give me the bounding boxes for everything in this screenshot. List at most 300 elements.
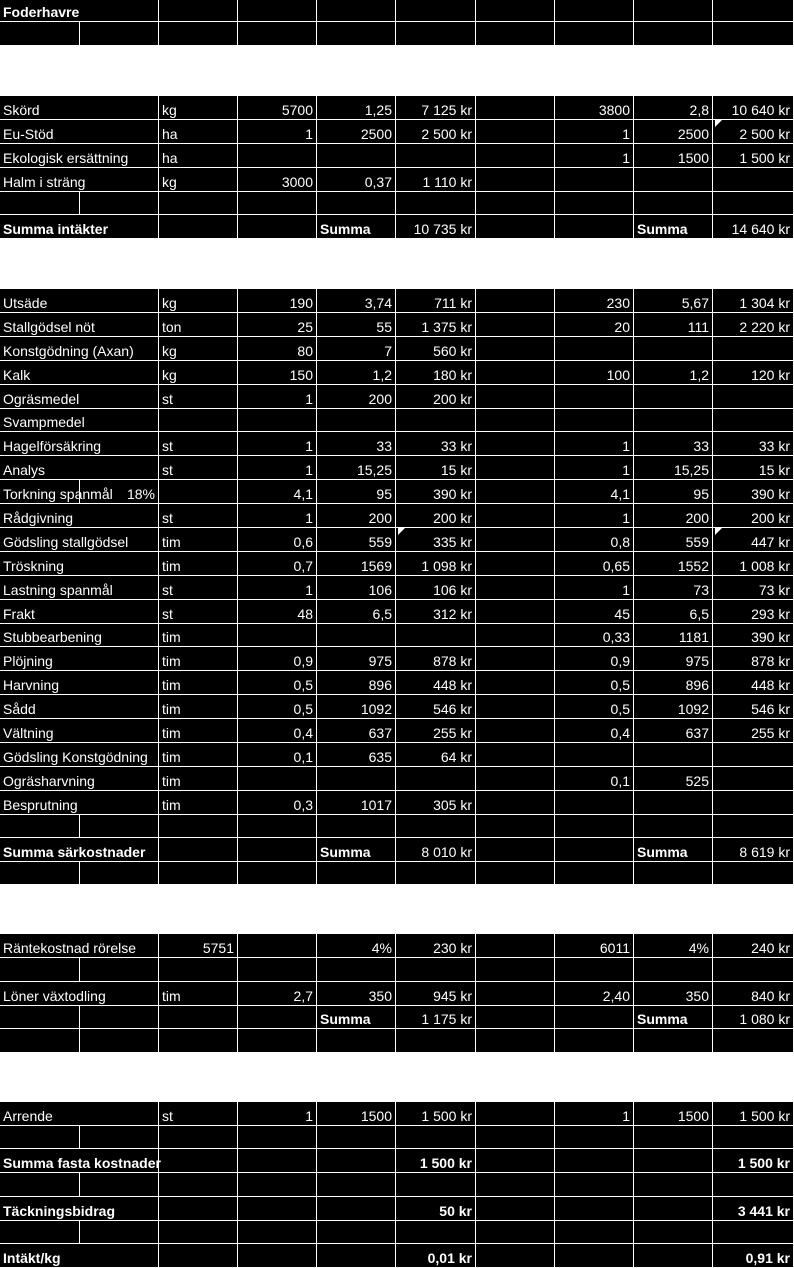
table-cell[interactable] <box>476 1149 555 1172</box>
table-cell[interactable] <box>476 409 555 431</box>
table-cell[interactable] <box>555 671 634 694</box>
table-cell[interactable] <box>555 695 634 718</box>
table-cell[interactable] <box>396 1029 476 1052</box>
table-cell[interactable] <box>634 504 713 527</box>
table-cell[interactable] <box>396 934 476 957</box>
table-cell[interactable] <box>476 791 555 814</box>
table-cell[interactable] <box>555 1006 634 1028</box>
table-cell[interactable] <box>476 337 555 360</box>
table-cell[interactable] <box>159 215 238 238</box>
table-cell[interactable] <box>713 552 794 575</box>
table-cell[interactable] <box>555 1173 634 1196</box>
table-cell[interactable] <box>238 791 317 814</box>
table-cell[interactable] <box>476 528 555 551</box>
table-cell[interactable] <box>396 1006 476 1028</box>
table-cell[interactable] <box>713 215 794 238</box>
table-cell[interactable] <box>396 791 476 814</box>
table-cell[interactable] <box>713 671 794 694</box>
table-cell[interactable] <box>0 1197 116 1220</box>
table-cell[interactable] <box>555 600 634 623</box>
table-cell[interactable] <box>634 409 713 431</box>
table-cell[interactable] <box>0 743 159 766</box>
table-cell[interactable] <box>634 743 713 766</box>
table-cell[interactable] <box>396 600 476 623</box>
table-cell[interactable] <box>713 647 794 670</box>
table-cell[interactable] <box>317 695 396 718</box>
table-cell[interactable] <box>713 120 794 143</box>
table-cell[interactable] <box>0 1006 80 1028</box>
table-cell[interactable] <box>555 456 634 479</box>
table-cell[interactable] <box>555 624 634 646</box>
table-cell[interactable] <box>713 862 794 884</box>
table-cell[interactable] <box>317 192 396 214</box>
table-cell[interactable] <box>396 120 476 143</box>
table-cell[interactable] <box>713 743 794 766</box>
table-cell[interactable] <box>80 1102 159 1125</box>
table-cell[interactable] <box>634 1244 713 1267</box>
table-cell[interactable] <box>476 552 555 575</box>
table-cell[interactable] <box>238 671 317 694</box>
table-cell[interactable] <box>713 767 794 790</box>
table-cell[interactable] <box>317 1149 396 1172</box>
table-cell[interactable] <box>396 22 476 45</box>
table-cell[interactable] <box>396 767 476 790</box>
table-cell[interactable] <box>159 552 238 575</box>
table-cell[interactable] <box>317 168 396 191</box>
table-cell[interactable] <box>317 1244 396 1267</box>
table-cell[interactable] <box>634 432 713 455</box>
table-cell[interactable] <box>159 934 238 957</box>
table-cell[interactable] <box>555 385 634 408</box>
table-cell[interactable] <box>713 168 794 191</box>
table-cell[interactable] <box>476 215 555 238</box>
table-cell[interactable] <box>396 1126 476 1148</box>
table-cell[interactable] <box>159 22 238 45</box>
table-cell[interactable] <box>634 120 713 143</box>
table-cell[interactable] <box>713 1244 794 1267</box>
table-cell[interactable] <box>80 361 159 384</box>
table-cell[interactable] <box>476 361 555 384</box>
table-cell[interactable] <box>238 862 317 884</box>
table-cell[interactable] <box>317 838 396 861</box>
table-cell[interactable] <box>396 168 476 191</box>
table-cell[interactable] <box>713 528 794 551</box>
table-cell[interactable] <box>634 552 713 575</box>
table-cell[interactable] <box>317 576 396 599</box>
table-cell[interactable] <box>238 528 317 551</box>
table-cell[interactable] <box>713 96 794 119</box>
table-cell[interactable] <box>0 385 80 408</box>
table-cell[interactable] <box>159 600 238 623</box>
table-cell[interactable] <box>555 1149 634 1172</box>
table-cell[interactable] <box>476 1244 555 1267</box>
table-cell[interactable] <box>238 719 317 742</box>
table-cell[interactable] <box>555 862 634 884</box>
table-cell[interactable] <box>396 671 476 694</box>
table-cell[interactable] <box>238 1102 317 1125</box>
table-cell[interactable] <box>159 624 238 646</box>
table-cell[interactable] <box>159 528 238 551</box>
table-cell[interactable] <box>159 144 238 167</box>
table-cell[interactable] <box>713 958 794 981</box>
table-cell[interactable] <box>713 313 794 336</box>
table-cell[interactable] <box>713 1173 794 1196</box>
table-cell[interactable] <box>317 215 396 238</box>
table-cell[interactable] <box>159 958 238 981</box>
table-cell[interactable] <box>555 96 634 119</box>
table-cell[interactable] <box>396 838 476 861</box>
table-cell[interactable] <box>0 1173 80 1196</box>
table-cell[interactable] <box>396 96 476 119</box>
table-cell[interactable] <box>80 671 159 694</box>
table-cell[interactable] <box>317 361 396 384</box>
table-cell[interactable] <box>0 552 80 575</box>
table-cell[interactable] <box>80 1029 159 1052</box>
comment-marker-icon[interactable] <box>715 120 722 127</box>
table-cell[interactable] <box>476 120 555 143</box>
table-cell[interactable] <box>634 576 713 599</box>
table-cell[interactable] <box>0 192 80 214</box>
table-cell[interactable] <box>634 361 713 384</box>
table-cell[interactable] <box>0 1126 80 1148</box>
table-cell[interactable] <box>159 385 238 408</box>
table-cell[interactable] <box>159 671 238 694</box>
table-cell[interactable] <box>634 96 713 119</box>
table-cell[interactable] <box>159 432 238 455</box>
table-cell[interactable] <box>0 982 106 1005</box>
table-cell[interactable] <box>159 767 238 790</box>
table-cell[interactable] <box>634 862 713 884</box>
table-cell[interactable] <box>159 576 238 599</box>
table-cell[interactable] <box>238 432 317 455</box>
table-cell[interactable] <box>476 385 555 408</box>
table-cell[interactable] <box>80 456 159 479</box>
table-cell[interactable] <box>159 120 238 143</box>
table-cell[interactable] <box>80 168 159 191</box>
table-cell[interactable] <box>555 982 634 1005</box>
table-cell[interactable] <box>396 456 476 479</box>
table-cell[interactable] <box>476 1173 555 1196</box>
table-cell[interactable] <box>0 528 129 551</box>
table-cell[interactable] <box>396 337 476 360</box>
table-cell[interactable] <box>713 385 794 408</box>
table-cell[interactable] <box>80 0 159 21</box>
table-cell[interactable] <box>317 22 396 45</box>
table-cell[interactable] <box>396 409 476 431</box>
table-cell[interactable] <box>476 1006 555 1028</box>
table-cell[interactable] <box>159 480 238 503</box>
table-cell[interactable] <box>0 1244 80 1267</box>
table-cell[interactable] <box>159 168 238 191</box>
table-cell[interactable] <box>159 791 238 814</box>
table-cell[interactable] <box>396 480 476 503</box>
table-cell[interactable] <box>713 456 794 479</box>
table-cell[interactable] <box>396 144 476 167</box>
table-cell[interactable] <box>317 958 396 981</box>
table-cell[interactable] <box>396 1102 476 1125</box>
table-cell[interactable] <box>238 361 317 384</box>
table-cell[interactable] <box>80 1126 159 1148</box>
table-cell[interactable] <box>713 337 794 360</box>
table-cell[interactable] <box>0 862 80 884</box>
table-cell[interactable] <box>159 982 238 1005</box>
table-cell[interactable] <box>317 144 396 167</box>
table-cell[interactable] <box>634 982 713 1005</box>
table-cell[interactable] <box>238 815 317 837</box>
table-cell[interactable] <box>159 862 238 884</box>
table-cell[interactable] <box>634 0 713 21</box>
table-cell[interactable] <box>238 168 317 191</box>
table-cell[interactable] <box>555 647 634 670</box>
table-cell[interactable] <box>476 767 555 790</box>
table-cell[interactable] <box>159 647 238 670</box>
table-cell[interactable] <box>238 120 317 143</box>
table-cell[interactable] <box>80 695 159 718</box>
table-cell[interactable] <box>238 144 317 167</box>
table-cell[interactable] <box>476 0 555 21</box>
table-cell[interactable] <box>634 600 713 623</box>
table-cell[interactable] <box>80 289 159 312</box>
table-cell[interactable] <box>0 96 80 119</box>
table-cell[interactable] <box>555 815 634 837</box>
table-cell[interactable] <box>238 767 317 790</box>
table-cell[interactable] <box>476 862 555 884</box>
table-cell[interactable] <box>159 337 238 360</box>
table-cell[interactable] <box>238 480 317 503</box>
table-cell[interactable] <box>238 934 317 957</box>
table-cell[interactable] <box>396 576 476 599</box>
table-cell[interactable] <box>0 767 95 790</box>
table-cell[interactable] <box>634 22 713 45</box>
table-cell[interactable] <box>476 168 555 191</box>
table-cell[interactable] <box>80 719 159 742</box>
table-cell[interactable] <box>476 743 555 766</box>
table-cell[interactable] <box>555 289 634 312</box>
table-cell[interactable] <box>0 1029 80 1052</box>
table-cell[interactable] <box>0 934 159 957</box>
table-cell[interactable] <box>396 719 476 742</box>
table-cell[interactable] <box>555 552 634 575</box>
table-cell[interactable] <box>0 647 80 670</box>
table-cell[interactable] <box>238 1029 317 1052</box>
table-cell[interactable] <box>476 96 555 119</box>
table-cell[interactable] <box>713 695 794 718</box>
table-cell[interactable] <box>317 767 396 790</box>
table-cell[interactable] <box>634 958 713 981</box>
table-cell[interactable] <box>80 791 159 814</box>
table-cell[interactable] <box>555 1221 634 1243</box>
table-cell[interactable] <box>476 480 555 503</box>
table-cell[interactable] <box>317 120 396 143</box>
table-cell[interactable] <box>80 480 159 503</box>
table-cell[interactable] <box>159 456 238 479</box>
table-cell[interactable] <box>159 1149 238 1172</box>
table-cell[interactable] <box>713 1126 794 1148</box>
table-cell[interactable] <box>555 1244 634 1267</box>
table-cell[interactable] <box>555 120 634 143</box>
table-cell[interactable] <box>238 0 317 21</box>
table-cell[interactable] <box>713 576 794 599</box>
table-cell[interactable] <box>317 1221 396 1243</box>
table-cell[interactable] <box>396 647 476 670</box>
table-cell[interactable] <box>159 1029 238 1052</box>
table-cell[interactable] <box>634 647 713 670</box>
table-cell[interactable] <box>555 767 634 790</box>
table-cell[interactable] <box>317 0 396 21</box>
table-cell[interactable] <box>238 313 317 336</box>
table-cell[interactable] <box>238 838 317 861</box>
table-cell[interactable] <box>80 1244 159 1267</box>
table-cell[interactable] <box>159 1173 238 1196</box>
table-cell[interactable] <box>476 838 555 861</box>
table-cell[interactable] <box>0 624 102 646</box>
table-cell[interactable] <box>0 1149 161 1172</box>
table-cell[interactable] <box>238 385 317 408</box>
table-cell[interactable] <box>159 1244 238 1267</box>
table-cell[interactable] <box>634 1149 713 1172</box>
table-cell[interactable] <box>396 289 476 312</box>
table-cell[interactable] <box>238 695 317 718</box>
table-cell[interactable] <box>713 504 794 527</box>
table-cell[interactable] <box>396 1173 476 1196</box>
table-cell[interactable] <box>555 743 634 766</box>
table-cell[interactable] <box>555 361 634 384</box>
table-cell[interactable] <box>238 1173 317 1196</box>
table-cell[interactable] <box>396 982 476 1005</box>
table-cell[interactable] <box>476 432 555 455</box>
table-cell[interactable] <box>476 695 555 718</box>
table-cell[interactable] <box>317 480 396 503</box>
table-cell[interactable] <box>0 815 80 837</box>
table-cell[interactable] <box>476 1126 555 1148</box>
table-cell[interactable] <box>634 192 713 214</box>
table-cell[interactable] <box>238 982 317 1005</box>
table-cell[interactable] <box>713 1102 794 1125</box>
table-cell[interactable] <box>476 289 555 312</box>
table-cell[interactable] <box>317 289 396 312</box>
table-cell[interactable] <box>555 719 634 742</box>
table-cell[interactable] <box>238 958 317 981</box>
table-cell[interactable] <box>159 719 238 742</box>
table-cell[interactable] <box>634 1006 713 1028</box>
table-cell[interactable] <box>634 671 713 694</box>
table-cell[interactable] <box>634 528 713 551</box>
table-cell[interactable] <box>713 1197 794 1220</box>
table-cell[interactable] <box>634 815 713 837</box>
table-cell[interactable] <box>396 432 476 455</box>
table-cell[interactable] <box>555 409 634 431</box>
table-cell[interactable] <box>159 313 238 336</box>
table-cell[interactable] <box>713 815 794 837</box>
table-cell[interactable] <box>159 743 238 766</box>
table-cell[interactable] <box>238 504 317 527</box>
table-cell[interactable] <box>476 934 555 957</box>
table-cell[interactable] <box>713 600 794 623</box>
table-cell[interactable] <box>555 337 634 360</box>
table-cell[interactable] <box>238 192 317 214</box>
table-cell[interactable] <box>317 647 396 670</box>
table-cell[interactable] <box>634 144 713 167</box>
table-cell[interactable] <box>396 1221 476 1243</box>
table-cell[interactable] <box>634 289 713 312</box>
table-cell[interactable] <box>80 1006 159 1028</box>
table-cell[interactable] <box>0 409 85 431</box>
table-cell[interactable] <box>476 671 555 694</box>
table-cell[interactable] <box>476 456 555 479</box>
table-cell[interactable] <box>159 1006 238 1028</box>
table-cell[interactable] <box>0 719 80 742</box>
table-cell[interactable] <box>238 1126 317 1148</box>
table-cell[interactable] <box>317 528 396 551</box>
table-cell[interactable] <box>476 600 555 623</box>
table-cell[interactable] <box>80 504 159 527</box>
table-cell[interactable] <box>238 1149 317 1172</box>
table-cell[interactable] <box>396 695 476 718</box>
table-cell[interactable] <box>476 22 555 45</box>
table-cell[interactable] <box>713 480 794 503</box>
table-cell[interactable] <box>713 838 794 861</box>
table-cell[interactable] <box>317 313 396 336</box>
table-cell[interactable] <box>238 600 317 623</box>
table-cell[interactable] <box>159 695 238 718</box>
table-cell[interactable] <box>159 815 238 837</box>
table-cell[interactable] <box>555 504 634 527</box>
table-cell[interactable] <box>317 934 396 957</box>
table-cell[interactable] <box>0 480 113 503</box>
table-cell[interactable] <box>396 385 476 408</box>
table-cell[interactable] <box>555 1029 634 1052</box>
table-cell[interactable] <box>317 409 396 431</box>
table-cell[interactable] <box>634 1197 713 1220</box>
table-cell[interactable] <box>159 1126 238 1148</box>
table-cell[interactable] <box>476 144 555 167</box>
table-cell[interactable] <box>713 22 794 45</box>
table-cell[interactable] <box>634 838 713 861</box>
table-cell[interactable] <box>555 480 634 503</box>
table-cell[interactable] <box>0 1221 80 1243</box>
table-cell[interactable] <box>396 1149 476 1172</box>
table-cell[interactable] <box>555 1102 634 1125</box>
table-cell[interactable] <box>317 791 396 814</box>
table-cell[interactable] <box>713 1149 794 1172</box>
table-cell[interactable] <box>396 958 476 981</box>
table-cell[interactable] <box>80 647 159 670</box>
table-cell[interactable] <box>238 409 317 431</box>
table-cell[interactable] <box>555 168 634 191</box>
table-cell[interactable] <box>238 215 317 238</box>
table-cell[interactable] <box>238 647 317 670</box>
table-cell[interactable] <box>80 22 159 45</box>
table-cell[interactable] <box>238 1221 317 1243</box>
table-cell[interactable] <box>0 456 80 479</box>
table-cell[interactable] <box>159 409 238 431</box>
table-cell[interactable] <box>80 815 159 837</box>
table-cell[interactable] <box>317 1029 396 1052</box>
table-cell[interactable] <box>713 934 794 957</box>
table-cell[interactable] <box>317 719 396 742</box>
table-cell[interactable] <box>634 767 713 790</box>
table-cell[interactable] <box>80 958 159 981</box>
table-cell[interactable] <box>555 22 634 45</box>
table-cell[interactable] <box>0 576 113 599</box>
table-cell[interactable] <box>159 1102 238 1125</box>
table-cell[interactable] <box>238 1006 317 1028</box>
table-cell[interactable] <box>0 695 80 718</box>
table-cell[interactable] <box>80 120 159 143</box>
table-cell[interactable] <box>634 695 713 718</box>
table-cell[interactable] <box>634 456 713 479</box>
table-cell[interactable] <box>555 791 634 814</box>
